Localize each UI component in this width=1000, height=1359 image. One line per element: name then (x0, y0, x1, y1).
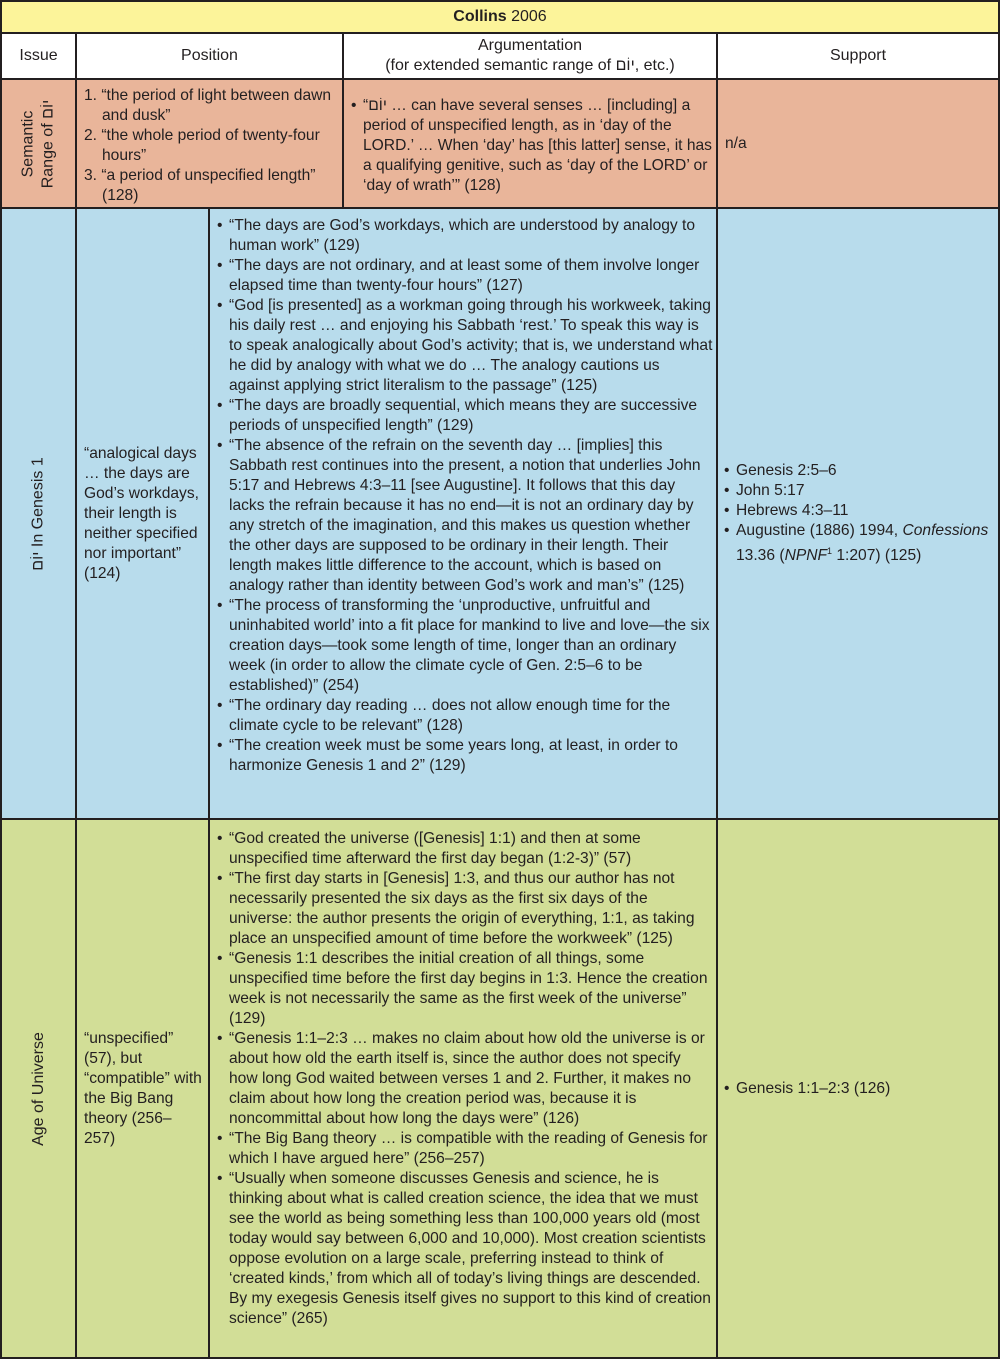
header-argumentation: Argumentation (for extended semantic range of יוֹם, etc.) (344, 34, 716, 78)
list-item: • “יוֹם … can have several senses … [including] a period of unspecified length, as in ‘day of the LORD.’ … When ‘day’ has [this latter] sense, it has a qualifying genitive, such as ‘day of the LORD’ or ‘day of wrath’” (128) (351, 96, 713, 196)
list-item: • “The days are broadly sequential, which means they are successive periods of unspecified length” (129) (217, 396, 713, 436)
list-item: • Hebrews 4:3–11 (724, 501, 996, 521)
list-item: • “Genesis 1:1 describes the initial creation of all things, some unspecified time before the first day begins in 1:3. Hence the creation week is not necessarily the same as the first week of the universe” (129) (217, 949, 713, 1029)
divider (75, 32, 77, 1359)
list-item: • Augustine (1886) 1994, Confessions 13.36 (NPNF$^1$ 1:207) (125) (724, 521, 996, 566)
table-title (0, 0, 1000, 34)
age-support (724, 820, 996, 1357)
header-support: Support (718, 34, 998, 78)
semantic-position (84, 86, 340, 206)
divider (0, 32, 1000, 34)
header-position: Position (77, 34, 342, 78)
title-year: 2006 (511, 8, 547, 25)
divider (0, 78, 1000, 80)
list-item: 1. “the period of light between dawn and dusk” (84, 87, 332, 124)
list-item: • “The first day starts in [Genesis] 1:3, and thus our author has not necessarily presented the six days as the first six days of the universe: the author presents the origin of everything, 1:1, as taking place an unspecified amount of time before the workweek” (125) (217, 869, 713, 949)
list-item: • Genesis 2:5–6 (724, 461, 996, 481)
list-item: • Genesis 1:1–2:3 (126) (724, 1079, 890, 1099)
genesis-position: “analogical days … the days are God’s workdays, their length is neither specified nor important” (124) (84, 444, 199, 582)
list-item: • “The process of transforming the ‘unproductive, unfruitful and uninhabited world’ into a fit place for mankind to live and love—the six creation days—took some length of time, longer than an ordinary week (in order to allow the climate cycle of Gen. 2:5–6 to be established)” (254) (217, 596, 713, 696)
list-item: • “The Big Bang theory … is compatible with the reading of Genesis for which I have argued here” (256–257) (217, 1129, 713, 1169)
age-position: “unspecified” (57), but “compatible” with the Big Bang theory (256–257) (84, 1029, 202, 1147)
semantic-support: n/a (725, 134, 747, 152)
list-item: • “God [is presented] as a workman going through his workweek, taking his daily rest … and enjoying his Sabbath ‘rest.’ To speak this way is to speak analogically about God’s activity; that is, we understand what he did by analogy with what we do … The analogy cautions us against applying strict literalism to the passage” (125) (217, 296, 713, 396)
divider (208, 207, 210, 1359)
divider (0, 207, 1000, 209)
header-issue: Issue (2, 34, 75, 78)
semantic-argumentation (351, 96, 713, 196)
divider (0, 32, 2, 1359)
list-item: 2. “the whole period of twenty-four hours” (84, 127, 320, 164)
list-item: • “The ordinary day reading … does not allow enough time for the climate cycle to be relevant” (128) (217, 696, 713, 736)
genesis-argumentation (217, 216, 713, 776)
list-item: • John 5:17 (724, 481, 996, 501)
age-issue: Age of Universe (29, 1031, 47, 1146)
divider (0, 818, 1000, 820)
list-item: 3. “a period of unspecified length” (128) (84, 167, 316, 204)
semantic-issue: Semantic Range of יוֹם (19, 99, 57, 188)
list-item: • “Usually when someone discusses Genesis and science, he is thinking about what is called creation science, the idea that we must see the world as being something less than 100,000 years old (most today would say between 6,000 and 10,000). Most creation scientists oppose evolution on a large scale, preferring instead to think of ‘created kinds,’ from which all of today’s living things are descended. By my exegesis Genesis itself gives no support to this kind of creation science” (265) (217, 1169, 713, 1329)
list-item: • “The days are not ordinary, and at least some of them involve longer elapsed time than twenty-four hours” (127) (217, 256, 713, 296)
divider (716, 32, 718, 1359)
genesis-issue: יוֹם In Genesis 1 (29, 456, 47, 571)
list-item: • “The creation week must be some years long, at least, in order to harmonize Genesis 1 and 2” (129) (217, 736, 713, 776)
list-item: • “Genesis 1:1–2:3 … makes no claim about how old the universe is or about how old the earth itself is, since the author does not specify how long God waited between verses 1 and 2. Further, it makes no claim about how long the creation period was, because it is noncommittal about how long the days were” (126) (217, 1029, 713, 1129)
list-item: • “The absence of the refrain on the seventh day … [implies] this Sabbath rest continues into the present, a notion that underlies John 5:17 and Hebrews 4:3–11 [see Augustine]. It follows that this day lacks the refrain because it has no end—it is not an ordinary day by any stretch of the imagination, and this makes us question whether the other days are supposed to be ordinary in their length. Their length makes little difference to the account, which is based on analogy rather than identity between God’s work and man’s” (125) (217, 436, 713, 596)
list-item: • “God created the universe ([Genesis] 1:1) and then at some unspecified time afterward the first day began (1:2-3)” (57) (217, 829, 713, 869)
title-author: Collins (453, 8, 507, 25)
genesis-support (724, 209, 996, 818)
divider (342, 32, 344, 209)
age-argumentation (217, 829, 713, 1329)
list-item: • “The days are God’s workdays, which are understood by analogy to human work” (129) (217, 216, 713, 256)
